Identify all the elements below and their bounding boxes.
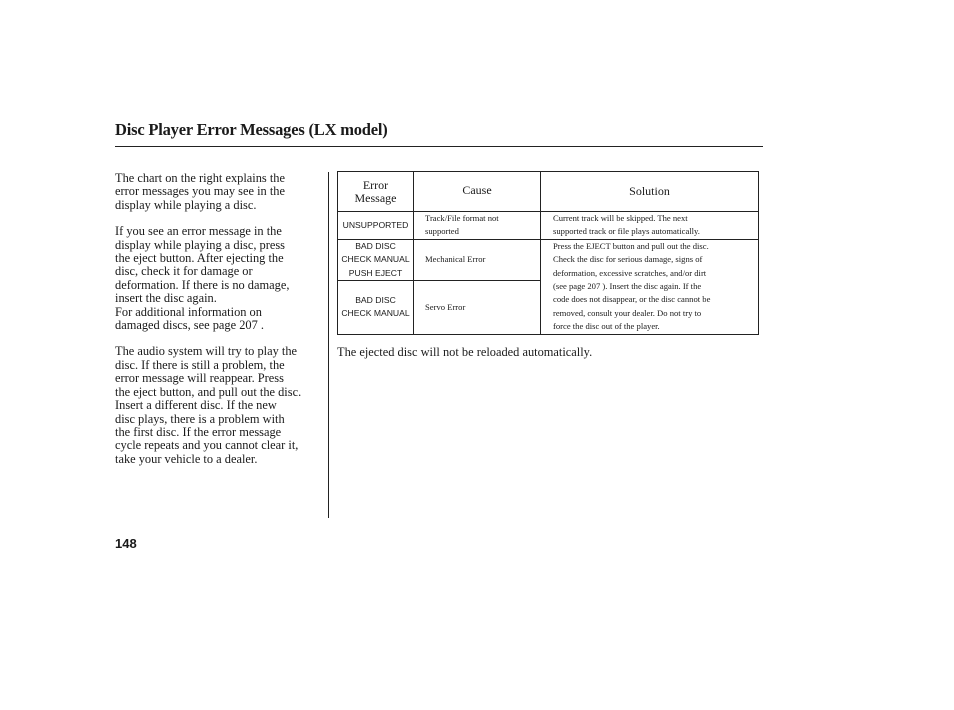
intro-paragraph-2: If you see an error message in the display while playing a disc, press the eject button. After ejecting the disc, check it for damage or deformation. If there is no damage, insert the disc again. For additional information on damaged discs, see page 207 . bbox=[115, 224, 290, 333]
cause-cell: Servo Error bbox=[414, 281, 541, 334]
intro-paragraph-3: The audio system will try to play the disc. If there is still a problem, the error message will reappear. Press the eject button, and pull out the disc. Insert a different disc. If the new disc plays, there is a problem with the first disc. If the error message cycle repeats and you cannot clear it, take your vehicle to a dealer. bbox=[115, 344, 302, 466]
page-number: 148 bbox=[115, 536, 137, 551]
error-code-cell: UNSUPPORTED bbox=[338, 212, 414, 240]
note-text: The ejected disc will not be reloaded automatically. bbox=[337, 345, 593, 359]
header-cause: Cause bbox=[414, 172, 541, 212]
cause-cell: Track/File format not supported bbox=[414, 212, 541, 240]
error-code-cell: BAD DISC CHECK MANUAL bbox=[338, 281, 414, 334]
table-header-row bbox=[338, 172, 759, 212]
solution-cell: Press the EJECT button and pull out the disc. Check the disc for serious damage, signs of deformation, excessive scratches, and/or dirt (see page 207 ). Insert the disc again. If the code does not disappear, or the disc cannot be removed, consult your dealer. Do not try to force the disc out of the player. bbox=[541, 239, 759, 334]
intro-column bbox=[115, 172, 330, 466]
title-divider bbox=[115, 146, 763, 147]
solution-cell: Current track will be skipped. The next supported track or file plays automatically. bbox=[541, 212, 759, 240]
table-row bbox=[338, 239, 759, 280]
table-row bbox=[338, 212, 759, 240]
header-solution: Solution bbox=[541, 172, 759, 212]
column-divider bbox=[328, 172, 329, 518]
header-error-message: Error Message bbox=[338, 172, 414, 212]
error-message-table bbox=[337, 171, 759, 335]
cause-cell: Mechanical Error bbox=[414, 239, 541, 280]
error-code-cell: BAD DISC CHECK MANUAL PUSH EJECT bbox=[338, 239, 414, 280]
intro-paragraph-1: The chart on the right explains the error messages you may see in the display while playing a disc. bbox=[115, 171, 285, 212]
page-title: Disc Player Error Messages (LX model) bbox=[115, 120, 388, 139]
